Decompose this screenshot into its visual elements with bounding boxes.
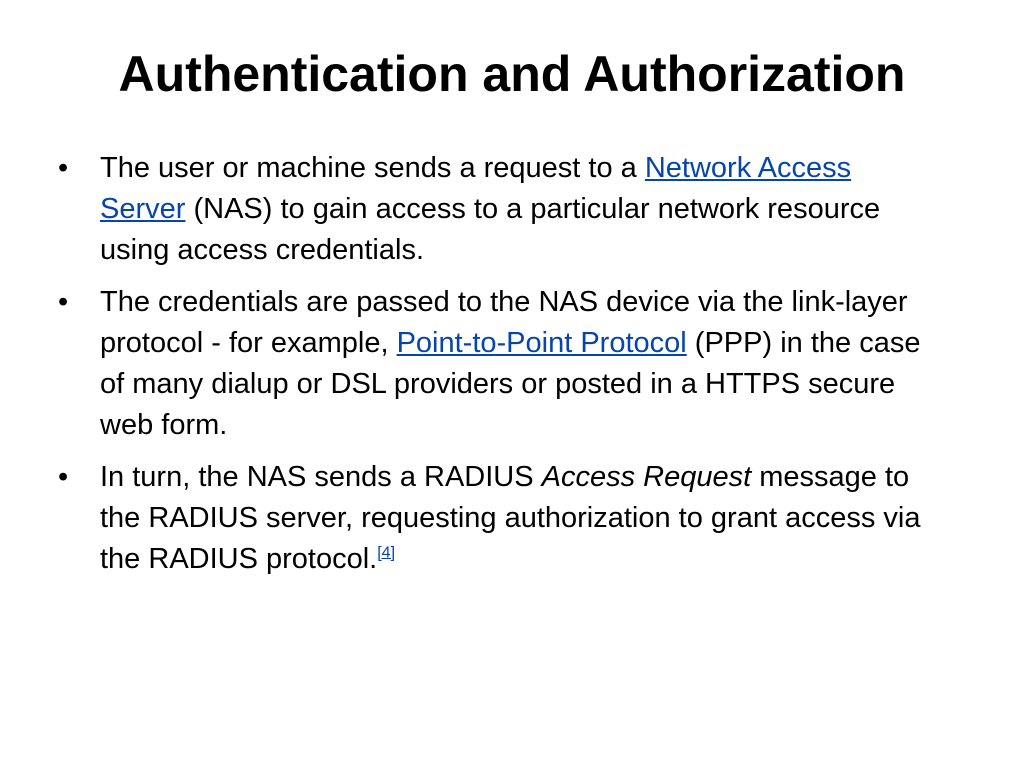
bullet-text: (NAS) to gain access to a particular network resource using access credentials. (100, 193, 881, 266)
bullet-item-access-request (56, 457, 926, 580)
citation-link[interactable]: [4] (377, 544, 396, 562)
bullet-icon: • (58, 152, 69, 184)
bullet-text: (PPP) in the case of many dialup or DSL providers or posted in a HTTPS secure web form. (100, 327, 921, 441)
access-request-term: Access Request (541, 461, 752, 493)
point-to-point-protocol-link[interactable]: Point-to-Point Protocol (396, 327, 687, 359)
bullet-icon: • (58, 286, 69, 318)
bullet-icon: • (58, 461, 69, 493)
bullet-item-credentials (56, 282, 926, 446)
citation-superscript (377, 544, 395, 561)
bullet-list (56, 148, 926, 591)
bullet-item-nas-request (56, 148, 926, 271)
bullet-text: The credentials are passed to the NAS device via the link-layer protocol - for example, (100, 286, 908, 359)
bullet-text: The user or machine sends a request to a (100, 152, 645, 184)
bullet-text: message to the RADIUS server, requesting authorization to grant access via the RADIUS protocol. (100, 461, 921, 575)
slide-title: Authentication and Authorization (118, 46, 906, 102)
bullet-text: In turn, the NAS sends a RADIUS (100, 461, 542, 493)
network-access-server-link[interactable]: Network Access Server (100, 152, 852, 225)
